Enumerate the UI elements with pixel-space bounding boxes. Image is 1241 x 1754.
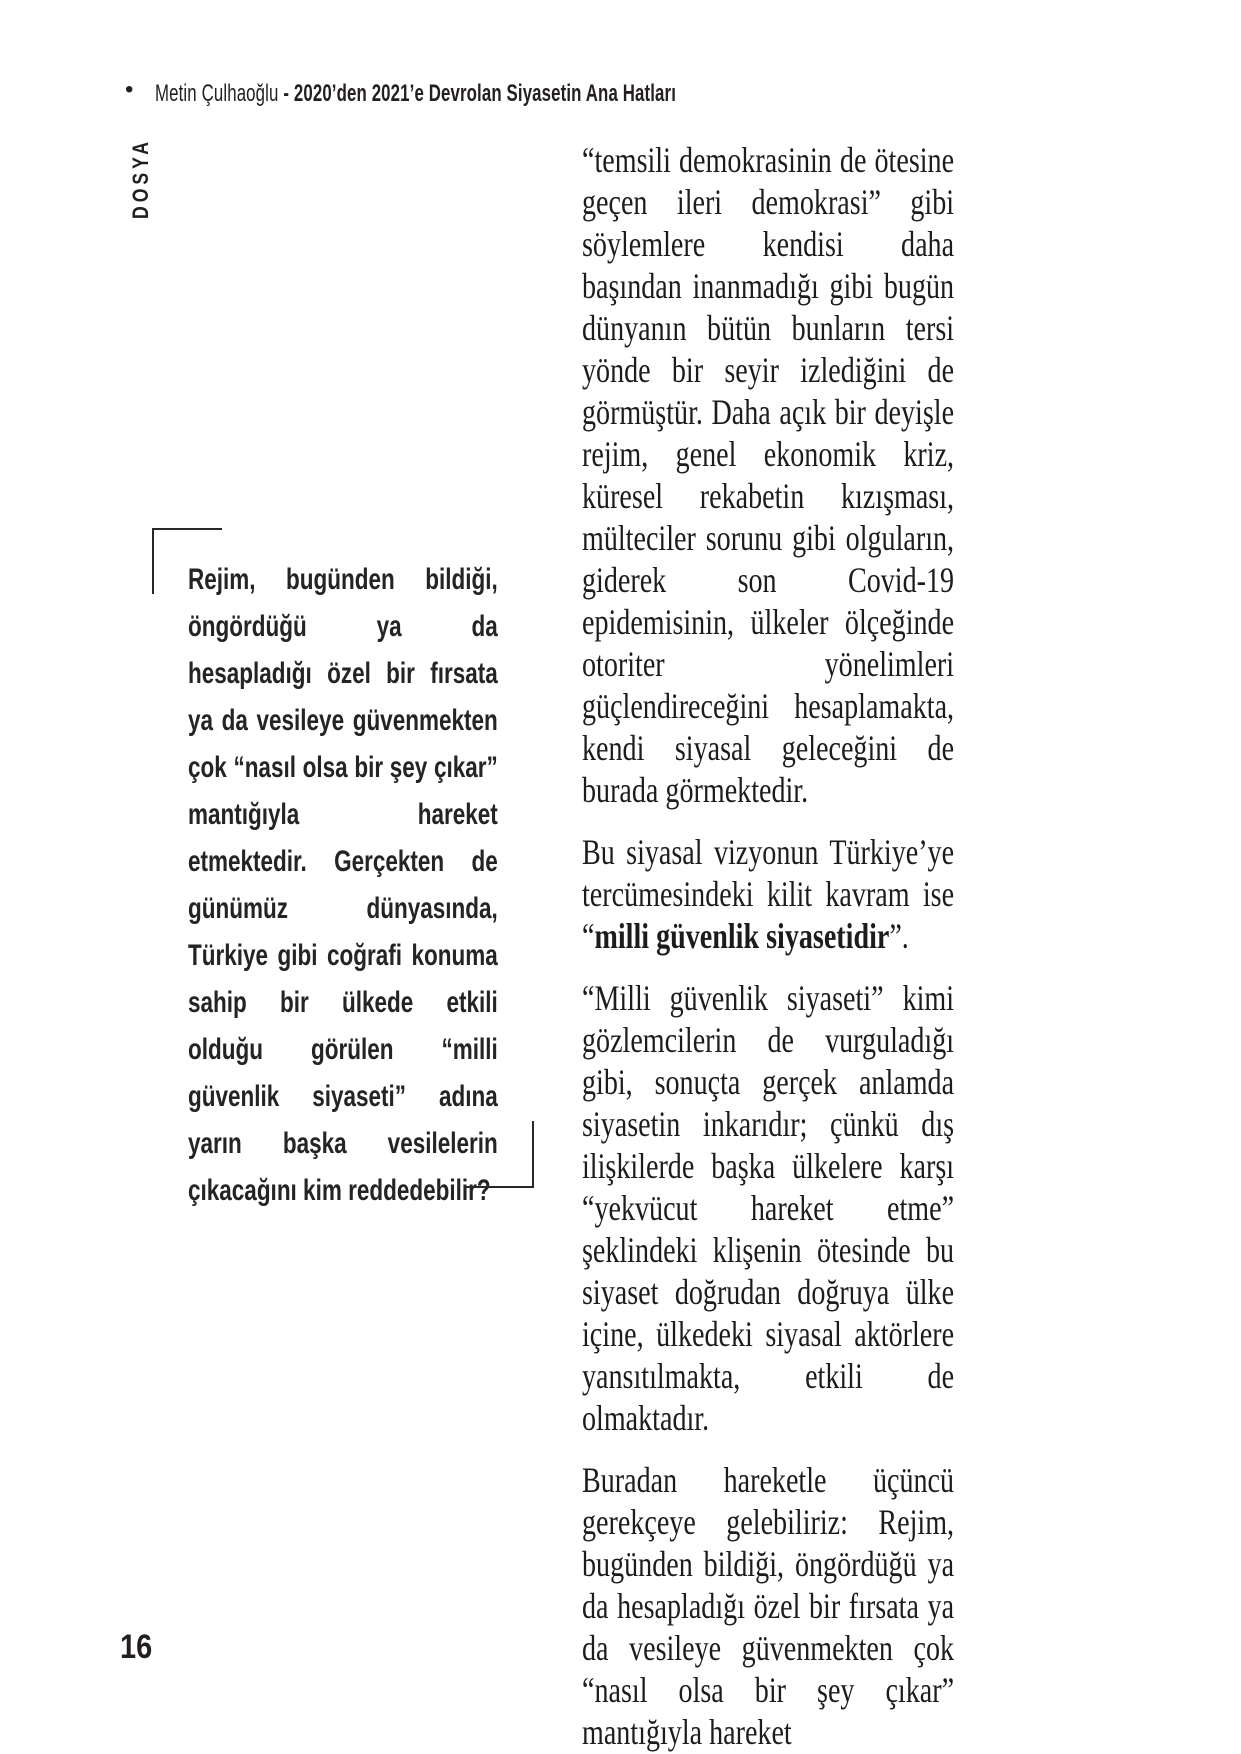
body-paragraph-3: “Milli güvenlik siyaseti” kimi gözlemcilerin de vurguladığı gibi, sonuçta gerçek anlamda siyasetin inkarıdır; çünkü dış ilişkilerde başka ülkelere karşı “yekvücut hareket etme” şeklindeki klişenin ötesinde bu siyaset doğrudan doğruya ülke içine, ülkedeki siyasal aktörlere yansıtılmakta, etkili de olmaktadır. — [582, 978, 955, 1438]
page-header — [155, 80, 743, 108]
page-number: 16 — [120, 1628, 153, 1666]
header-separator: - — [278, 80, 294, 107]
body-paragraph-2-pre: Bu siyasal vizyonun Türkiye’ye tercümesindeki kilit kavram ise “ — [582, 832, 955, 956]
section-label-vertical: DOSYA — [128, 138, 153, 219]
body-paragraph-4: Buradan hareketle üçüncü gerekçeye gelebiliriz: Rejim, bugünden bildiği, öngördüğü ya da hesapladığı özel bir fırsata ya da vesileye güvenmekten çok “nasıl olsa bir şey çıkar” mantığıyla hareket — [582, 1460, 955, 1752]
body-text-column — [582, 139, 954, 1753]
body-paragraph-2-bold-phrase: milli güvenlik siyasetidir — [594, 916, 890, 956]
pull-quote: Rejim, bugünden bildiği, öngördüğü ya da hesapladığı özel bir fırsata ya da vesileye güvenmekten çok “nasıl olsa bir şey çıkar” mantığıyla hareket etmektedir. Gerçekten de günümüz dünyasında, Türkiye gibi coğrafi konuma sahip bir ülkede etkili olduğu görülen “milli güvenlik siyaseti” adına yarın başka vesilelerin çıkacağını kim reddedebilir? — [188, 563, 498, 1207]
body-paragraph-1: “temsili demokrasinin de ötesine geçen ileri demokrasi” gibi söylemlere kendisi daha başından inanmadığı gibi bugün dünyanın bütün bunların tersi yönde bir seyir izlediğini de görmüştür. Daha açık bir deyişle rejim, genel ekonomik kriz, küresel rekabetin kızışması, mülteciler sorunu gibi olguların, giderek son Covid-19 epidemisinin, ülkeler ölçeğinde otoriter yönelimleri güçlendireceğini hesaplamakta, kendi siyasal geleceğini de burada görmektedir. — [582, 140, 955, 810]
pullquote-close-bracket — [465, 1121, 534, 1188]
body-paragraph-2-post: ”. — [889, 916, 909, 956]
header-article-title: 2020’den 2021’e Devrolan Siyasetin Ana Hatları — [293, 80, 677, 107]
header-bullet-icon: • — [125, 76, 134, 103]
body-paragraph-2 — [582, 831, 954, 957]
header-author: Metin Çulhaoğlu — [155, 80, 279, 107]
